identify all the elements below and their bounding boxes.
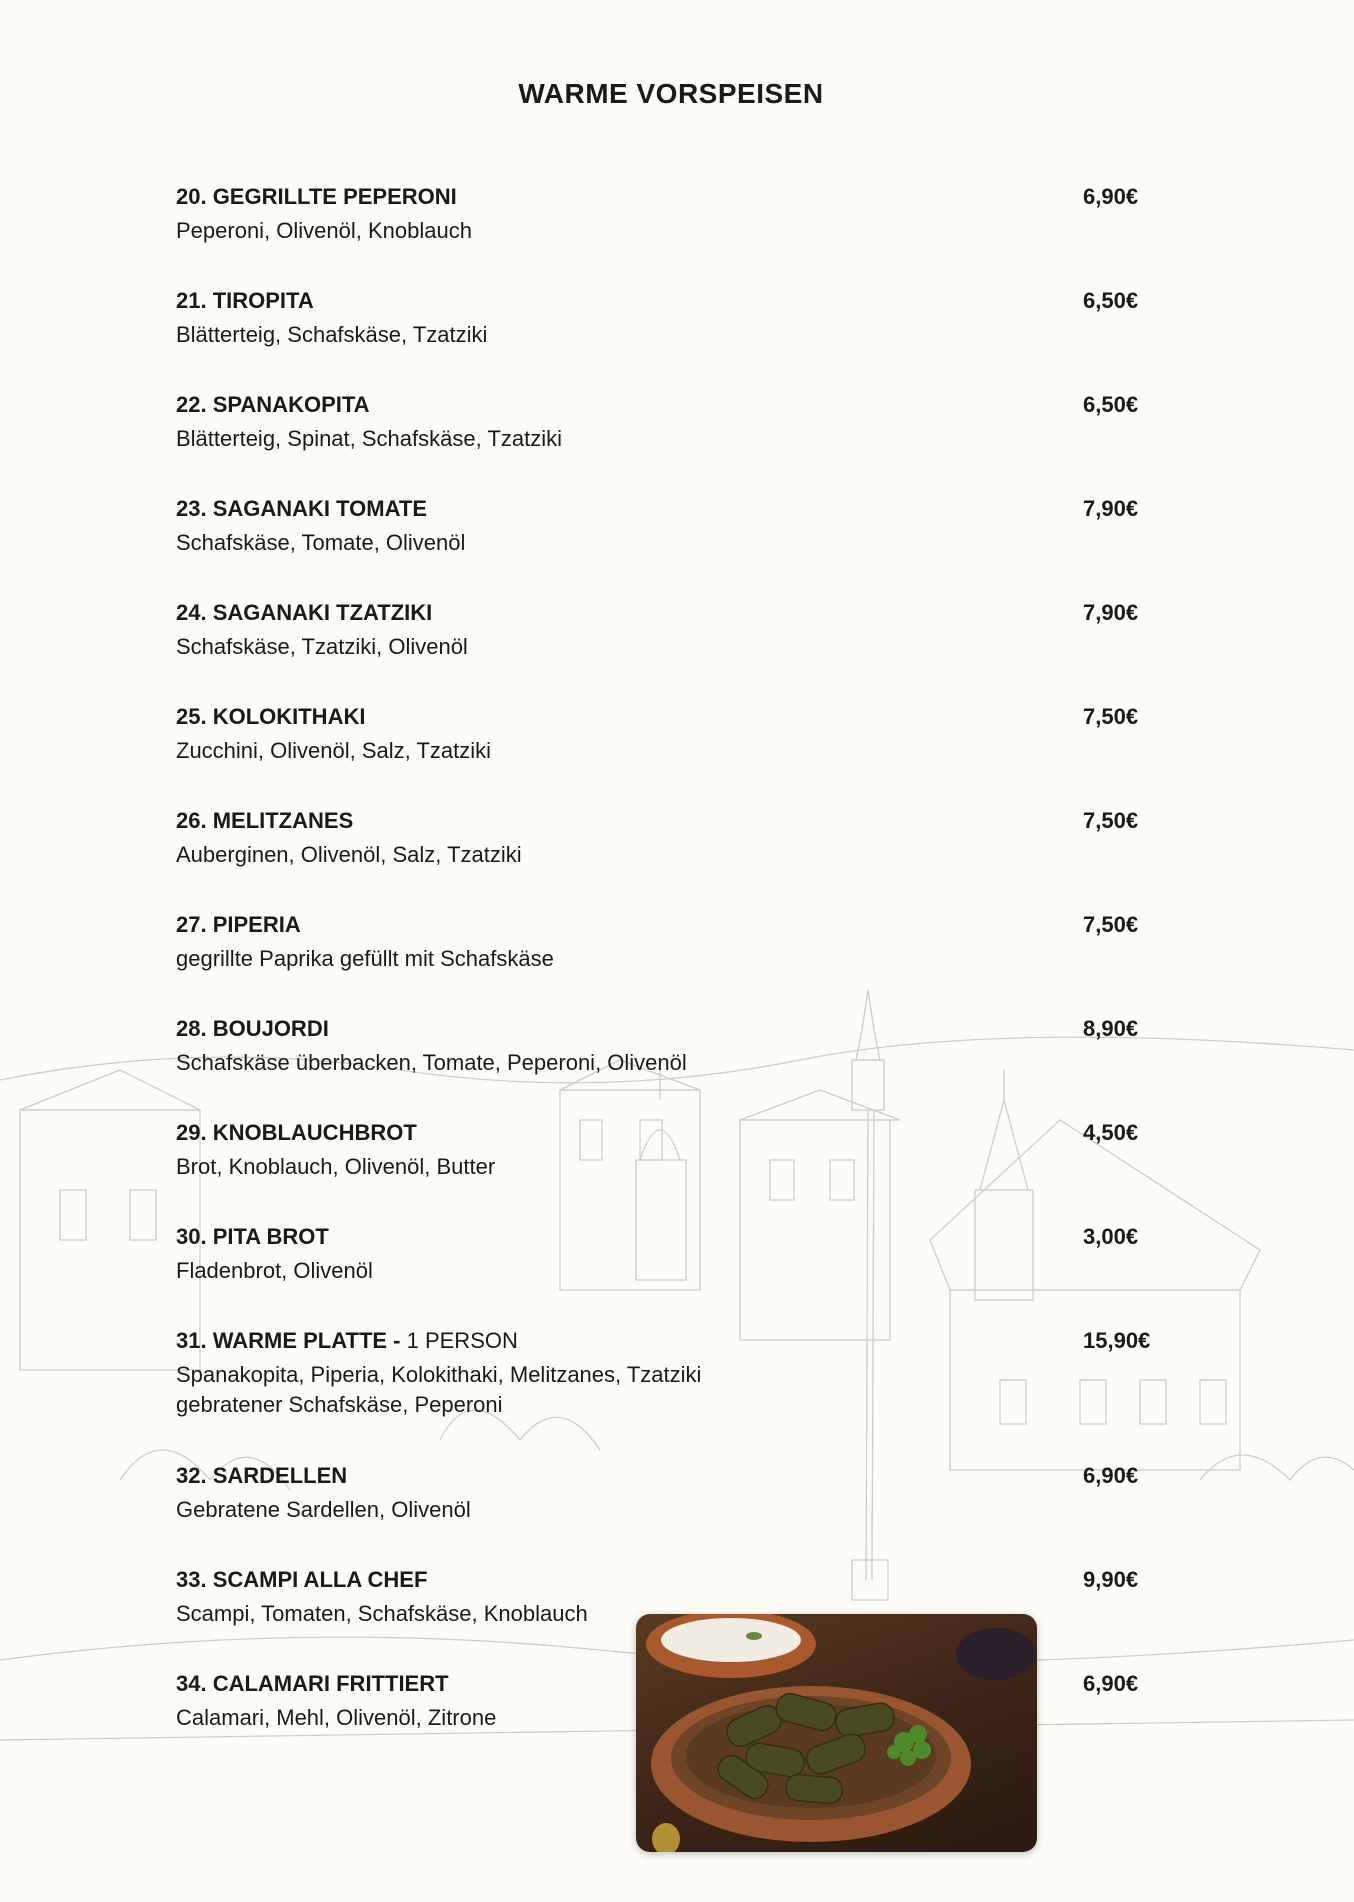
item-description: Fladenbrot, Olivenöl — [176, 1258, 373, 1283]
item-name: 23. SAGANAKI TOMATE — [176, 496, 427, 521]
item-description: Calamari, Mehl, Olivenöl, Zitrone — [176, 1705, 497, 1730]
item-price: 15,90€ — [1083, 1328, 1151, 1353]
item-description: Blätterteig, Schafskäse, Tzatziki — [176, 322, 488, 347]
menu-list — [176, 182, 1156, 1773]
item-price: 3,00€ — [1083, 1224, 1139, 1249]
item-description: Schafskäse überbacken, Tomate, Peperoni, Olivenöl — [176, 1050, 687, 1075]
item-description: Spanakopita, Piperia, Kolokithaki, Melitzanes, Tzatziki — [176, 1362, 702, 1387]
item-price: 6,90€ — [1083, 1671, 1139, 1696]
item-name: 33. SCAMPI ALLA CHEF — [176, 1567, 428, 1592]
menu-item — [176, 910, 1156, 1014]
item-name — [176, 1326, 518, 1356]
item-name: 26. MELITZANES — [176, 808, 354, 833]
item-price: 8,90€ — [1083, 1016, 1139, 1041]
item-name: 32. SARDELLEN — [176, 1463, 348, 1488]
item-name: 30. PITA BROT — [176, 1224, 329, 1249]
item-name: 29. KNOBLAUCHBROT — [176, 1120, 417, 1145]
item-description: Schafskäse, Tomate, Olivenöl — [176, 530, 466, 555]
item-name: 27. PIPERIA — [176, 912, 301, 937]
menu-item — [176, 182, 1156, 286]
item-name: 34. CALAMARI FRITTIERT — [176, 1671, 449, 1696]
item-description-line2: gebratener Schafskäse, Peperoni — [176, 1392, 503, 1417]
menu-item — [176, 1326, 1156, 1461]
item-price: 4,50€ — [1083, 1120, 1139, 1145]
item-price: 7,50€ — [1083, 808, 1139, 833]
item-price: 6,90€ — [1083, 1463, 1139, 1488]
item-name: 22. SPANAKOPITA — [176, 392, 370, 417]
menu-item — [176, 390, 1156, 494]
menu-item — [176, 1461, 1156, 1565]
item-price: 7,90€ — [1083, 496, 1139, 521]
item-description: Schafskäse, Tzatziki, Olivenöl — [176, 634, 468, 659]
item-price: 6,50€ — [1083, 392, 1139, 417]
menu-item — [176, 806, 1156, 910]
item-name: 21. TIROPITA — [176, 288, 314, 313]
item-description: Scampi, Tomaten, Schafskäse, Knoblauch — [176, 1601, 588, 1626]
item-name: 24. SAGANAKI TZATZIKI — [176, 600, 433, 625]
menu-item — [176, 1014, 1156, 1118]
item-description: Peperoni, Olivenöl, Knoblauch — [176, 218, 472, 243]
menu-item — [176, 598, 1156, 702]
item-description: Brot, Knoblauch, Olivenöl, Butter — [176, 1154, 496, 1179]
item-name: 28. BOUJORDI — [176, 1016, 329, 1041]
menu-item — [176, 494, 1156, 598]
menu-item — [176, 1118, 1156, 1222]
menu-item — [176, 286, 1156, 390]
item-name: 20. GEGRILLTE PEPERONI — [176, 184, 457, 209]
item-description: Blätterteig, Spinat, Schafskäse, Tzatziki — [176, 426, 562, 451]
item-price: 9,90€ — [1083, 1567, 1139, 1592]
item-description: gegrillte Paprika gefüllt mit Schafskäse — [176, 946, 554, 971]
item-name-main: 31. WARME PLATTE - — [176, 1328, 407, 1353]
item-description: Gebratene Sardellen, Olivenöl — [176, 1497, 471, 1522]
item-price: 7,50€ — [1083, 912, 1139, 937]
menu-item — [176, 1222, 1156, 1326]
item-description: Auberginen, Olivenöl, Salz, Tzatziki — [176, 842, 522, 867]
menu-item — [176, 702, 1156, 806]
item-price: 6,50€ — [1083, 288, 1139, 313]
item-name-suffix: 1 PERSON — [406, 1328, 518, 1353]
item-price: 7,50€ — [1083, 704, 1139, 729]
item-price: 6,90€ — [1083, 184, 1139, 209]
item-price: 7,90€ — [1083, 600, 1139, 625]
item-name: 25. KOLOKITHAKI — [176, 704, 366, 729]
page-title: WARME VORSPEISEN — [518, 78, 824, 109]
stuffed-vine-leaves-photo — [636, 1614, 1037, 1852]
item-description: Zucchini, Olivenöl, Salz, Tzatziki — [176, 738, 492, 763]
